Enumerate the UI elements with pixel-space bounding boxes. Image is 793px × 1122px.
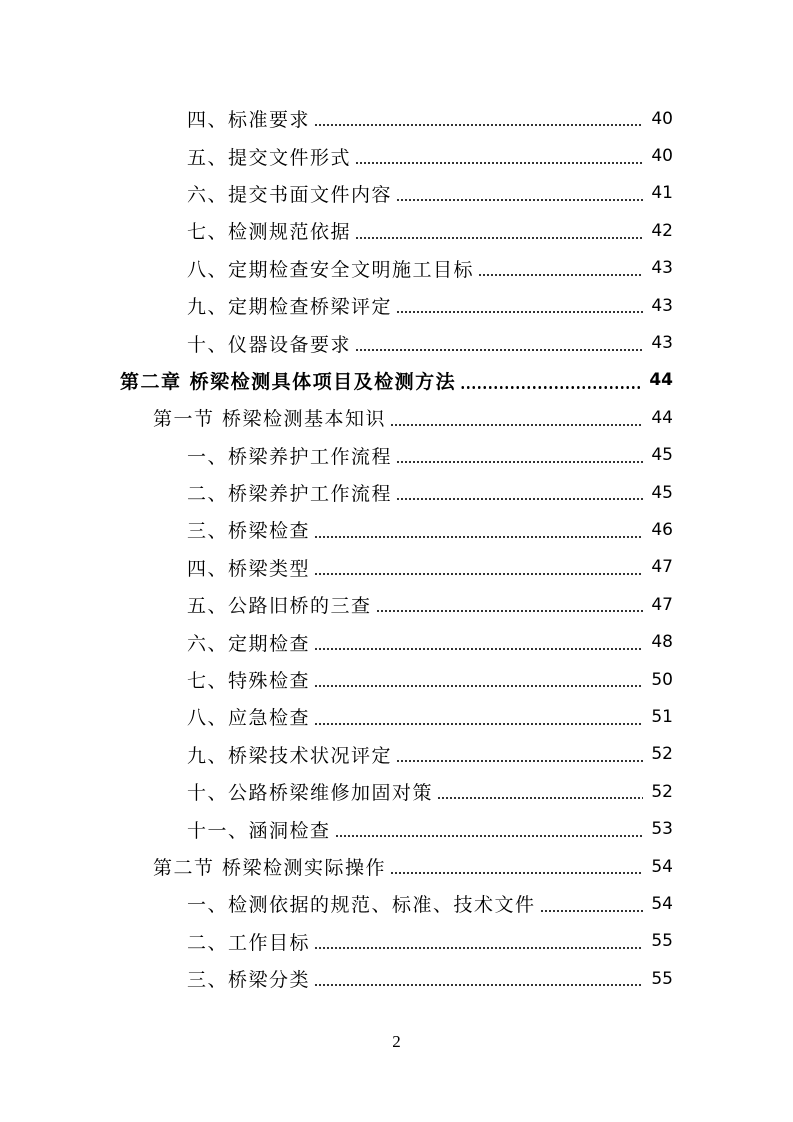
toc-entry[interactable] xyxy=(0,287,793,324)
toc-entry-title: 四、标准要求 xyxy=(187,109,311,132)
toc-entry[interactable] xyxy=(0,437,793,474)
dot-leader xyxy=(396,199,643,201)
toc-entry-page: 42 xyxy=(651,220,673,241)
dot-leader xyxy=(355,237,643,239)
toc-entry-title: 第二章 桥梁检测具体项目及检测方法 xyxy=(120,370,457,393)
toc-entry[interactable] xyxy=(0,175,793,212)
dot-leader xyxy=(396,461,643,463)
dot-leader xyxy=(390,424,643,426)
toc-chapter-entry[interactable] xyxy=(0,362,793,399)
toc-section-entry[interactable] xyxy=(0,399,793,436)
toc-entry-title: 九、桥梁技术状况评定 xyxy=(187,744,393,767)
toc-entry-page: 43 xyxy=(651,258,673,279)
toc-entry-title: 五、提交文件形式 xyxy=(187,146,352,169)
dot-leader xyxy=(314,648,643,650)
toc-entry[interactable] xyxy=(0,885,793,922)
toc-entry-title: 六、提交书面文件内容 xyxy=(187,183,393,206)
toc-entry[interactable] xyxy=(0,250,793,287)
toc-entry-title: 十一、涵洞检查 xyxy=(187,819,331,842)
dot-leader xyxy=(437,797,643,799)
toc-entry[interactable] xyxy=(0,698,793,735)
dot-leader xyxy=(314,124,643,126)
dot-leader xyxy=(314,723,643,725)
toc-entry[interactable] xyxy=(0,324,793,361)
dot-leader xyxy=(314,984,643,986)
toc-entry[interactable] xyxy=(0,661,793,698)
toc-entry[interactable] xyxy=(0,137,793,174)
toc-entry[interactable] xyxy=(0,212,793,249)
toc-entry-page: 47 xyxy=(651,594,673,615)
toc-entry-page: 44 xyxy=(649,370,673,391)
toc-entry-title: 八、定期检查安全文明施工目标 xyxy=(187,258,475,281)
toc-entry[interactable] xyxy=(0,586,793,623)
dot-leader xyxy=(314,536,643,538)
page-number: 2 xyxy=(392,1032,401,1051)
toc-entry-title: 三、桥梁检查 xyxy=(187,520,311,543)
toc-entry[interactable] xyxy=(0,623,793,660)
toc-entry-page: 45 xyxy=(651,445,673,466)
toc-entry-page: 43 xyxy=(651,295,673,316)
toc-entry-title: 一、检测依据的规范、标准、技术文件 xyxy=(187,894,536,917)
toc-entry-page: 51 xyxy=(651,706,673,727)
toc-entry-page: 45 xyxy=(651,482,673,503)
dot-leader xyxy=(460,386,643,389)
toc-entry-page: 44 xyxy=(651,407,673,428)
dot-leader xyxy=(478,274,643,276)
toc-entry-page: 40 xyxy=(651,108,673,129)
toc-entry-title: 十、公路桥梁维修加固对策 xyxy=(187,782,434,805)
toc-entry-page: 40 xyxy=(651,146,673,167)
toc-entry[interactable] xyxy=(0,736,793,773)
toc-entry-page: 53 xyxy=(651,819,673,840)
dot-leader xyxy=(314,573,643,575)
toc-entry-title: 五、公路旧桥的三查 xyxy=(187,595,372,618)
toc-entry[interactable] xyxy=(0,100,793,137)
toc-entry-title: 第一节 桥梁检测基本知识 xyxy=(153,408,387,431)
dot-leader xyxy=(314,947,643,949)
toc-section-entry[interactable] xyxy=(0,848,793,885)
toc-entry-page: 55 xyxy=(651,931,673,952)
toc-entry-title: 二、工作目标 xyxy=(187,931,311,954)
toc-entry-title: 八、应急检查 xyxy=(187,707,311,730)
toc-entry[interactable] xyxy=(0,511,793,548)
dot-leader xyxy=(396,498,643,500)
dot-leader xyxy=(376,610,643,612)
toc-entry-title: 六、定期检查 xyxy=(187,632,311,655)
toc-entry-title: 七、特殊检查 xyxy=(187,670,311,693)
dot-leader xyxy=(390,872,643,874)
toc-entry[interactable] xyxy=(0,810,793,847)
toc-entry[interactable] xyxy=(0,773,793,810)
table-of-contents xyxy=(0,100,793,997)
toc-entry-page: 41 xyxy=(651,183,673,204)
toc-entry-page: 50 xyxy=(651,669,673,690)
toc-entry-page: 52 xyxy=(651,781,673,802)
toc-entry-page: 52 xyxy=(651,744,673,765)
toc-entry-title: 十、仪器设备要求 xyxy=(187,333,352,356)
dot-leader xyxy=(355,349,643,351)
toc-entry-title: 七、检测规范依据 xyxy=(187,221,352,244)
toc-entry-title: 二、桥梁养护工作流程 xyxy=(187,483,393,506)
toc-entry[interactable] xyxy=(0,474,793,511)
toc-entry-page: 55 xyxy=(651,968,673,989)
toc-entry-title: 第二节 桥梁检测实际操作 xyxy=(153,857,387,879)
dot-leader xyxy=(314,685,643,687)
toc-entry-page: 47 xyxy=(651,557,673,578)
toc-entry[interactable] xyxy=(0,923,793,960)
toc-entry-title: 四、桥梁类型 xyxy=(187,557,311,580)
toc-entry[interactable] xyxy=(0,960,793,997)
dot-leader xyxy=(396,760,643,762)
toc-entry-title: 九、定期检查桥梁评定 xyxy=(187,296,393,319)
dot-leader xyxy=(540,910,643,912)
dot-leader xyxy=(335,835,643,837)
toc-entry-page: 54 xyxy=(651,893,673,914)
dot-leader xyxy=(396,311,643,313)
toc-entry[interactable] xyxy=(0,549,793,586)
toc-entry-page: 48 xyxy=(651,632,673,653)
dot-leader xyxy=(355,162,643,164)
toc-entry-page: 54 xyxy=(651,856,673,877)
toc-entry-title: 三、桥梁分类 xyxy=(187,969,311,992)
toc-entry-page: 43 xyxy=(651,333,673,354)
toc-entry-title: 一、桥梁养护工作流程 xyxy=(187,445,393,468)
toc-entry-page: 46 xyxy=(651,519,673,540)
